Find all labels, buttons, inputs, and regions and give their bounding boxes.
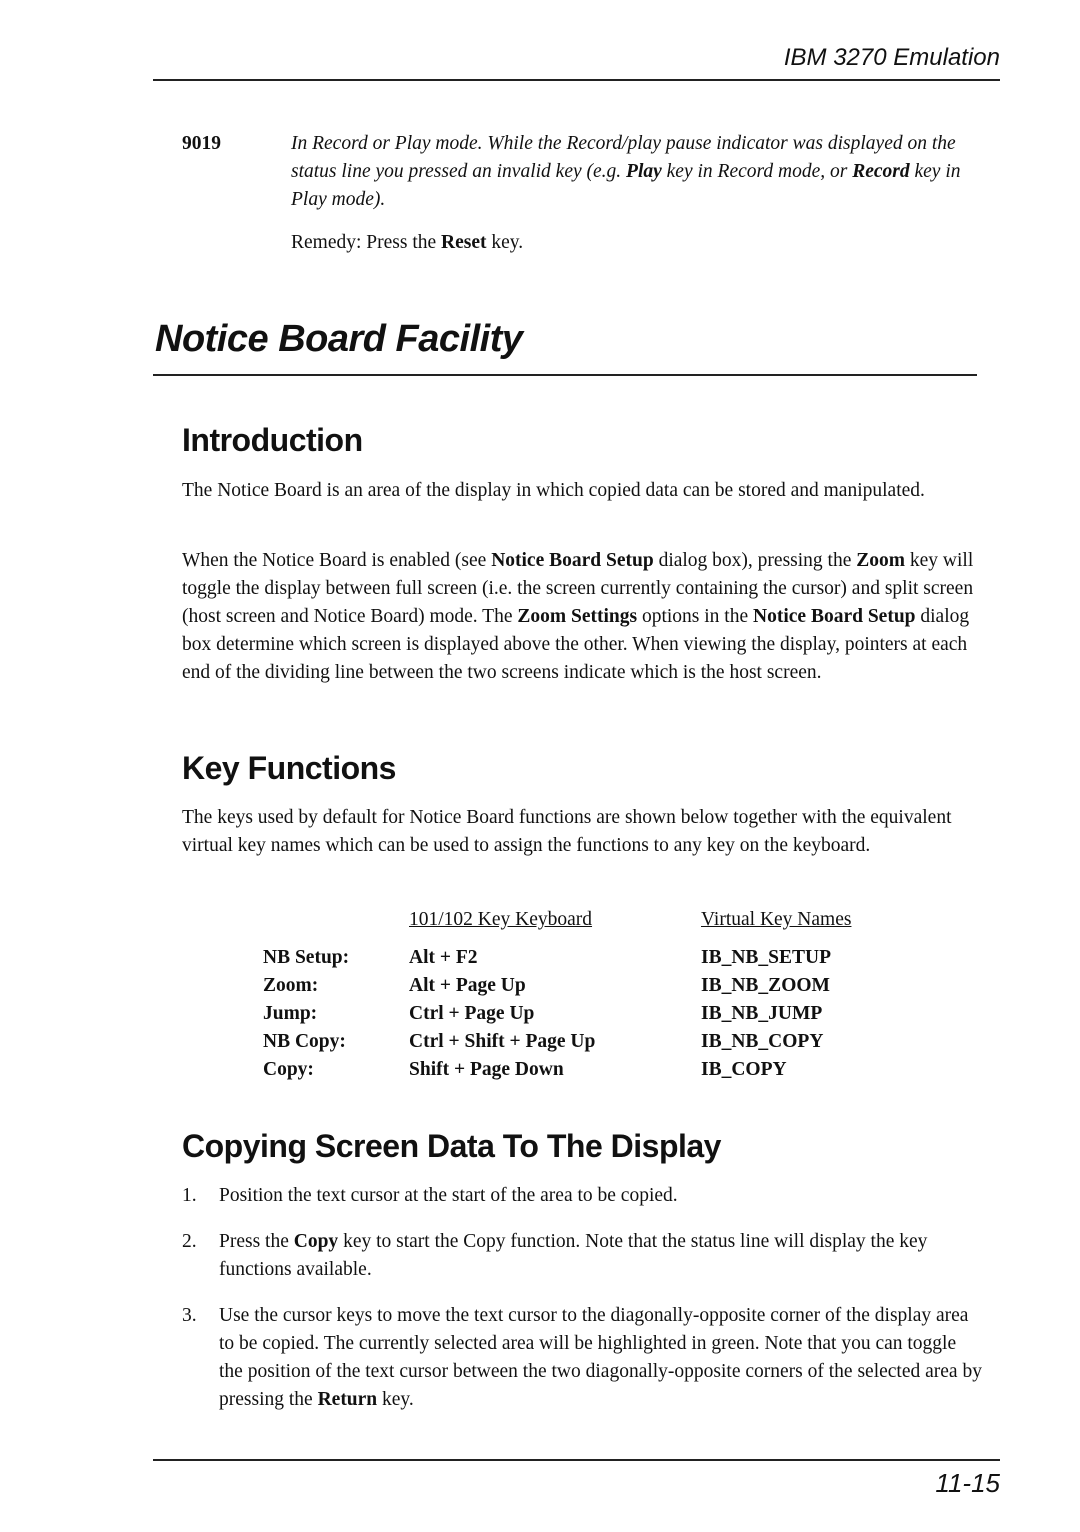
para-text: key will toggle the display between full screen (i.e. the screen currently containing the cursor) and split screen (host screen and Notice Board) mode. The — [182, 550, 974, 627]
record-key-label: Record — [852, 161, 910, 182]
table-row — [263, 972, 851, 1000]
function-name: Zoom: — [263, 975, 319, 996]
step-text-part: key to start the Copy function. Note that the status line will display the key functions available. — [219, 1231, 928, 1280]
step-text-part: Use the cursor keys to move the text cursor to the diagonally-opposite corner of the display area to be copied. The currently selected area will be highlighted in green. Note that you can toggle the position of the text cursor between the two diagonally-opposite corners of the selected area by pressing the — [219, 1305, 982, 1410]
page-number: 11-15 — [935, 1468, 1000, 1498]
introduction-paragraph-2 — [182, 547, 982, 687]
copying-steps-list — [182, 1182, 982, 1432]
key-combo: Shift + Page Down — [409, 1059, 564, 1080]
zoom-key-ref: Zoom — [856, 550, 905, 571]
list-item — [182, 1182, 982, 1210]
introduction-paragraph-1: The Notice Board is an area of the display in which copied data can be stored and manipulated. — [182, 480, 925, 501]
copy-key-ref: Copy — [293, 1231, 339, 1252]
step-number: 2. — [182, 1231, 197, 1252]
header-rule — [153, 79, 1000, 81]
running-header-title: IBM 3270 Emulation — [783, 44, 1000, 71]
key-functions-paragraph: The keys used by default for Notice Board functions are shown below together with the equivalent virtual key names which can be used to assign the functions to any key on the keyboard. — [182, 807, 952, 856]
reset-key-label: Reset — [441, 232, 487, 253]
virtual-key-name: IB_NB_JUMP — [701, 1003, 823, 1024]
error-description — [291, 130, 971, 214]
zoom-settings-ref: Zoom Settings — [517, 606, 638, 627]
function-name: NB Copy: — [263, 1031, 346, 1052]
key-combo: Alt + F2 — [409, 947, 478, 968]
notice-board-setup-ref: Notice Board Setup — [753, 606, 916, 627]
error-remedy — [291, 229, 523, 257]
error-desc-text: In Record or Play mode. While the Record/play pause indicator was displayed on the status line you pressed an invalid key (e.g. — [291, 133, 956, 182]
list-item — [182, 1302, 982, 1414]
virtual-key-name: IB_NB_SETUP — [701, 947, 832, 968]
step-text-part: Position the text cursor at the start of the area to be copied. — [219, 1185, 678, 1206]
function-name: Copy: — [263, 1059, 314, 1080]
error-code: 9019 — [182, 133, 221, 154]
virtual-key-name: IB_NB_COPY — [701, 1031, 824, 1052]
para-text: dialog box), pressing the — [653, 550, 857, 571]
introduction-heading: Introduction — [182, 422, 363, 458]
notice-board-setup-ref: Notice Board Setup — [491, 550, 654, 571]
table-header-cell: 101/102 Key Keyboard — [409, 909, 593, 930]
virtual-key-name: IB_NB_ZOOM — [701, 975, 830, 996]
virtual-key-name: IB_COPY — [701, 1059, 787, 1080]
play-key-label: Play — [626, 161, 662, 182]
remedy-text: key. — [486, 232, 524, 253]
error-desc-text: key in Play mode). — [291, 161, 961, 210]
para-text: dialog box determine which screen is displayed above the other. When viewing the display, pointers at each end of the dividing line between the two screens indicate which is the host screen. — [182, 606, 970, 683]
return-key-ref: Return — [317, 1389, 378, 1410]
key-functions-table — [263, 906, 851, 1084]
step-number: 1. — [182, 1185, 197, 1206]
error-desc-text: key in Record mode, or — [661, 161, 853, 182]
para-text: options in the — [637, 606, 754, 627]
copying-heading: Copying Screen Data To The Display — [182, 1128, 721, 1164]
table-row — [263, 944, 851, 972]
key-combo: Ctrl + Page Up — [409, 1003, 535, 1024]
section-title: Notice Board Facility — [155, 318, 523, 360]
step-number: 3. — [182, 1305, 197, 1326]
table-header-cell: Virtual Key Names — [701, 909, 852, 930]
step-text — [219, 1182, 678, 1210]
table-row — [263, 1056, 851, 1084]
key-combo: Ctrl + Shift + Page Up — [409, 1031, 596, 1052]
step-text-part: key. — [377, 1389, 414, 1410]
section-title-rule — [153, 374, 977, 376]
table-row — [263, 1000, 851, 1028]
table-row — [263, 1028, 851, 1056]
step-text — [219, 1302, 982, 1414]
footer-rule — [153, 1459, 1000, 1461]
key-functions-heading: Key Functions — [182, 750, 396, 786]
list-item — [182, 1228, 982, 1284]
function-name: NB Setup: — [263, 947, 350, 968]
step-text-part: Press the — [219, 1231, 294, 1252]
function-name: Jump: — [263, 1003, 318, 1024]
remedy-text: Remedy: Press the — [291, 232, 442, 253]
step-text — [219, 1228, 982, 1284]
key-combo: Alt + Page Up — [409, 975, 526, 996]
para-text: When the Notice Board is enabled (see — [182, 550, 492, 571]
table-header-row — [263, 906, 851, 934]
